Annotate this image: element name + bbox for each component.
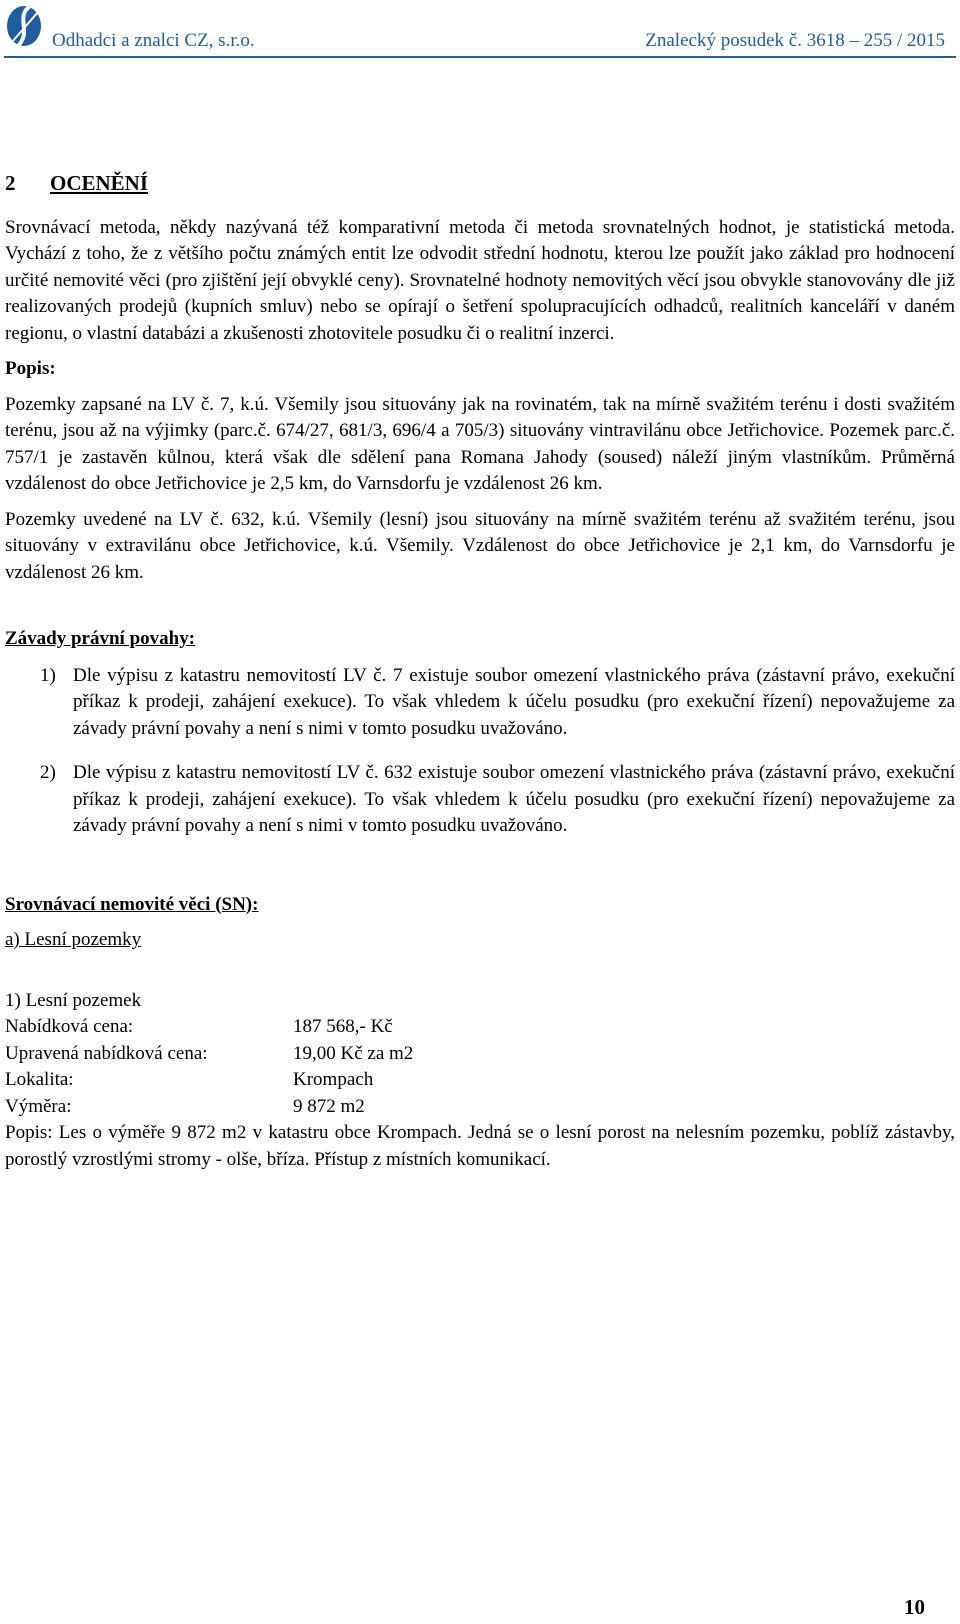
table-label: Výměra: xyxy=(5,1095,72,1117)
comparable-title: 1) Lesní pozemek xyxy=(5,989,142,1011)
table-value: 187 568,- Kč xyxy=(293,1016,393,1037)
srovnavaci-heading: Srovnávací nemovité věci (SN): xyxy=(5,893,259,915)
popis-paragraph-2: Pozemky uvedené na LV č. 632, k.ú. Všemily (lesní) jsou situovány na mírně svažitém terénu až svažitém terénu, jsou situovány v extravilánu obce Jetřichovice, k.ú. Všemily. Vzdálenost do obce Jetřichovice je 2,1 km, do Varnsdorfu je vzdálenost 26 km. xyxy=(5,508,955,583)
page-content xyxy=(5,170,955,1173)
list-item-text: Dle výpisu z katastru nemovitostí LV č. 7 existuje soubor omezení vlastnického práva (zástavní právo, exekuční příkaz k prodeji, zahájení exekuce). To však vhledem k účelu posudku (pro exekuční řízení) nepovažujeme za závady právní povahy a není s nimi v tomto posudku uvažováno. xyxy=(73,664,955,739)
table-row xyxy=(5,1041,413,1068)
company-logo-icon xyxy=(4,2,44,52)
table-label: Nabídková cena: xyxy=(5,1016,134,1037)
srovnavaci-subheading: a) Lesní pozemky xyxy=(5,929,142,950)
table-label: Upravená nabídková cena: xyxy=(5,1042,208,1064)
table-row xyxy=(5,1014,413,1041)
list-item xyxy=(5,663,955,743)
table-value: Krompach xyxy=(293,1069,374,1090)
comparable-description: Popis: Les o výměře 9 872 m2 v katastru obce Krompach. Jedná se o lesní porost na nelesním pozemku, poblíž zástavby, porostlý vzrostlými stromy - olše, bříza. Přístup z místních komunikací. xyxy=(5,1122,955,1170)
section-number: 2 xyxy=(5,171,16,195)
intro-paragraph: Srovnávací metoda, někdy nazývaná též komparativní metoda či metoda srovnatelných hodnot, je statistická metoda. Vychází z toho, že z většího počtu známých entit lze odvodit střední hodnotu, kterou lze použít jako základ pro hodnocení určité nemovité věci (pro zjištění její obvyklé ceny). Srovnatelné hodnoty nemovitých věcí jsou obvykle stanovovány dle již realizovaných prodejů (kupních smluv) nebo se opírají o šetření spolupracujících odhadců, realitních kanceláří v daném regionu, o vlastní databázi a zkušenosti zhotovitele posudku či o realitní inzerci. xyxy=(5,216,955,344)
zavady-list xyxy=(5,663,955,840)
section-heading xyxy=(5,170,955,197)
header-report-number: Znalecký posudek č. 3618 – 255 / 2015 xyxy=(645,30,945,51)
page-header xyxy=(0,0,960,60)
list-item xyxy=(5,760,955,840)
table-label: Lokalita: xyxy=(5,1069,74,1090)
table-row xyxy=(5,1067,413,1094)
header-company: Odhadci a znalci CZ, s.r.o. xyxy=(52,30,255,51)
list-item-text: Dle výpisu z katastru nemovitostí LV č. 632 existuje soubor omezení vlastnického práva (zástavní právo, exekuční příkaz k prodeji, zahájení exekuce). To však vhledem k účelu posudku (pro exekuční řízení) nepovažujeme za závady právní povahy a není s nimi v tomto posudku uvažováno. xyxy=(73,762,955,836)
popis-heading: Popis: xyxy=(5,358,56,379)
popis-paragraph-1: Pozemky zapsané na LV č. 7, k.ú. Všemily jsou situovány jak na rovinatém, tak na mírně svažitém terénu i dosti svažitém terénu, jsou až na výjimky (parc.č. 674/27, 681/3, 696/4 a 705/3) situovány vintravilánu obce Jetřichovice. Pozemek parc.č. 757/1 je zastavěn kůlnou, která však dle sdělení pana Romana Jahody (soused) náleží jiným vlastníkům. Průměrná vzdálenost do obce Jetřichovice je 2,5 km, do Varnsdorfu je vzdálenost 26 km. xyxy=(5,393,955,494)
list-marker: 2) xyxy=(40,762,56,783)
section-title: OCENĚNÍ xyxy=(50,171,149,195)
zavady-heading: Závady právní povahy: xyxy=(5,628,196,649)
table-value: 9 872 m2 xyxy=(293,1095,365,1117)
list-marker: 1) xyxy=(40,664,56,686)
table-value: 19,00 Kč za m2 xyxy=(293,1042,414,1064)
table-row xyxy=(5,1094,413,1121)
header-divider xyxy=(4,56,956,58)
page-number: 10 xyxy=(904,1595,925,1619)
comparable-table xyxy=(5,1014,413,1120)
